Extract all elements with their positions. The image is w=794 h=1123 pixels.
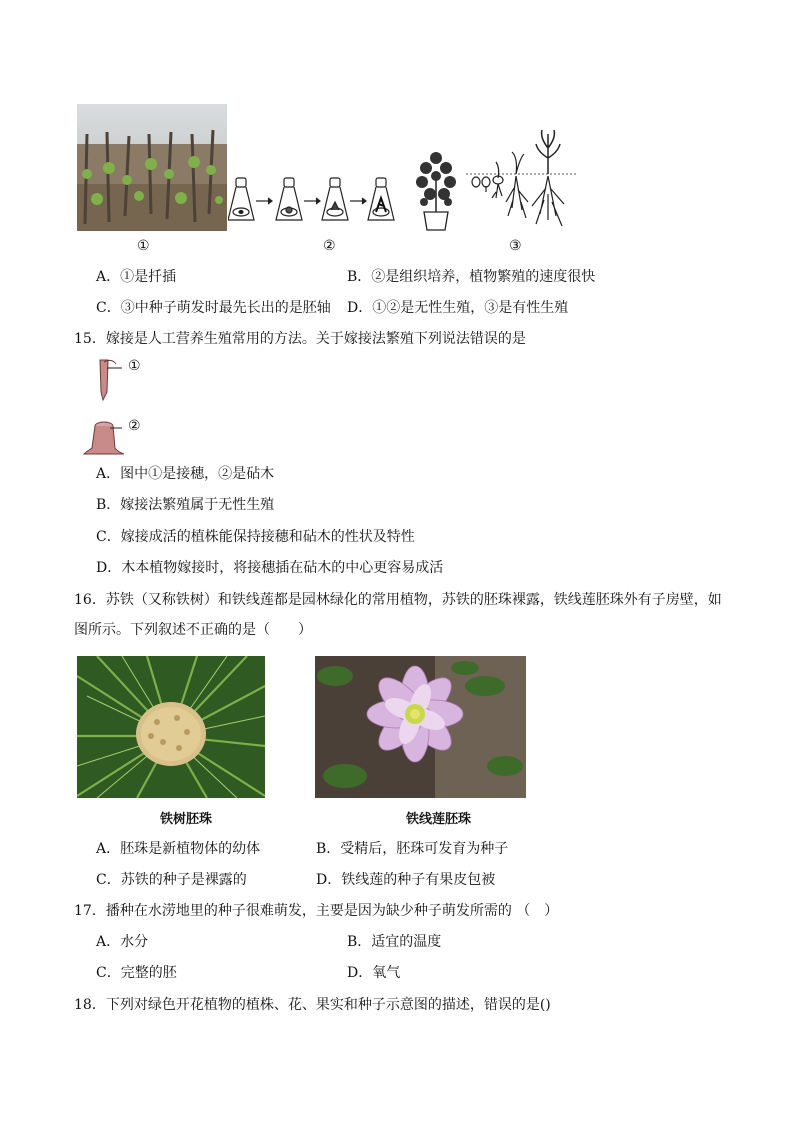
q14-option-a: A．①是扦插 xyxy=(96,269,177,285)
q17-option-d: D．氧气 xyxy=(347,965,401,981)
q17-option-b: B．适宜的温度 xyxy=(347,934,442,950)
q16-option-c: C．苏铁的种子是裸露的 xyxy=(96,872,247,888)
q14-option-b: B．②是组织培养，植物繁殖的速度很快 xyxy=(347,269,596,285)
q15-figure-label-1: ① xyxy=(128,358,141,374)
caption-clematis-ovule: 铁线莲胚珠 xyxy=(406,812,472,827)
q14-option-d: D．①②是无性生殖，③是有性生殖 xyxy=(347,300,569,316)
q16-option-d: D．铁线莲的种子有果皮包被 xyxy=(316,872,496,888)
q15-option-a: A．图中①是接穗，②是砧木 xyxy=(96,466,275,482)
q18-stem: 18．下列对绿色开花植物的植株、花、果实和种子示意图的描述，错误的是() xyxy=(74,997,551,1013)
cutting-field-photo xyxy=(77,104,227,231)
q16-stem-line2: 图所示。下列叙述不正确的是（ ） xyxy=(74,622,312,638)
q14-figure-label-3: ③ xyxy=(509,238,522,254)
potted-plant-drawing xyxy=(410,146,462,232)
q15-option-d: D．木本植物嫁接时，将接穗插在砧木的中心更容易成活 xyxy=(96,560,444,576)
clematis-ovule-photo xyxy=(315,656,526,798)
seed-germination-diagram xyxy=(466,128,578,228)
q15-option-c: C．嫁接成活的植株能保持接穗和砧木的性状及特性 xyxy=(96,529,415,545)
caption-cycad-ovule: 铁树胚珠 xyxy=(160,812,213,827)
q17-option-a: A．水分 xyxy=(96,934,149,950)
q16-stem-line1: 16．苏铁（又称铁树）和铁线莲都是园林绿化的常用植物，苏铁的胚珠裸露，铁线莲胚珠外有子房壁，如 xyxy=(74,592,722,608)
q16-option-b: B．受精后，胚珠可发育为种子 xyxy=(316,841,509,857)
q16-option-a: A．胚珠是新植物体的幼体 xyxy=(96,841,261,857)
q17-option-c: C．完整的胚 xyxy=(96,965,177,981)
q15-figure-label-2: ② xyxy=(128,418,141,434)
q15-stem: 15．嫁接是人工营养生殖常用的方法。关于嫁接法繁殖下列说法错误的是 xyxy=(74,331,526,347)
tissue-culture-diagram xyxy=(228,146,408,228)
q14-figure-label-1: ① xyxy=(137,238,150,254)
q15-option-b: B．嫁接法繁殖属于无性生殖 xyxy=(96,497,275,513)
q14-figure-label-2: ② xyxy=(323,238,336,254)
cycad-ovule-photo xyxy=(77,656,265,798)
q17-stem: 17．播种在水涝地里的种子很难萌发，主要是因为缺少种子萌发所需的 （ ） xyxy=(74,903,559,919)
q14-option-c: C．③中种子萌发时最先长出的是胚轴 xyxy=(96,300,331,316)
